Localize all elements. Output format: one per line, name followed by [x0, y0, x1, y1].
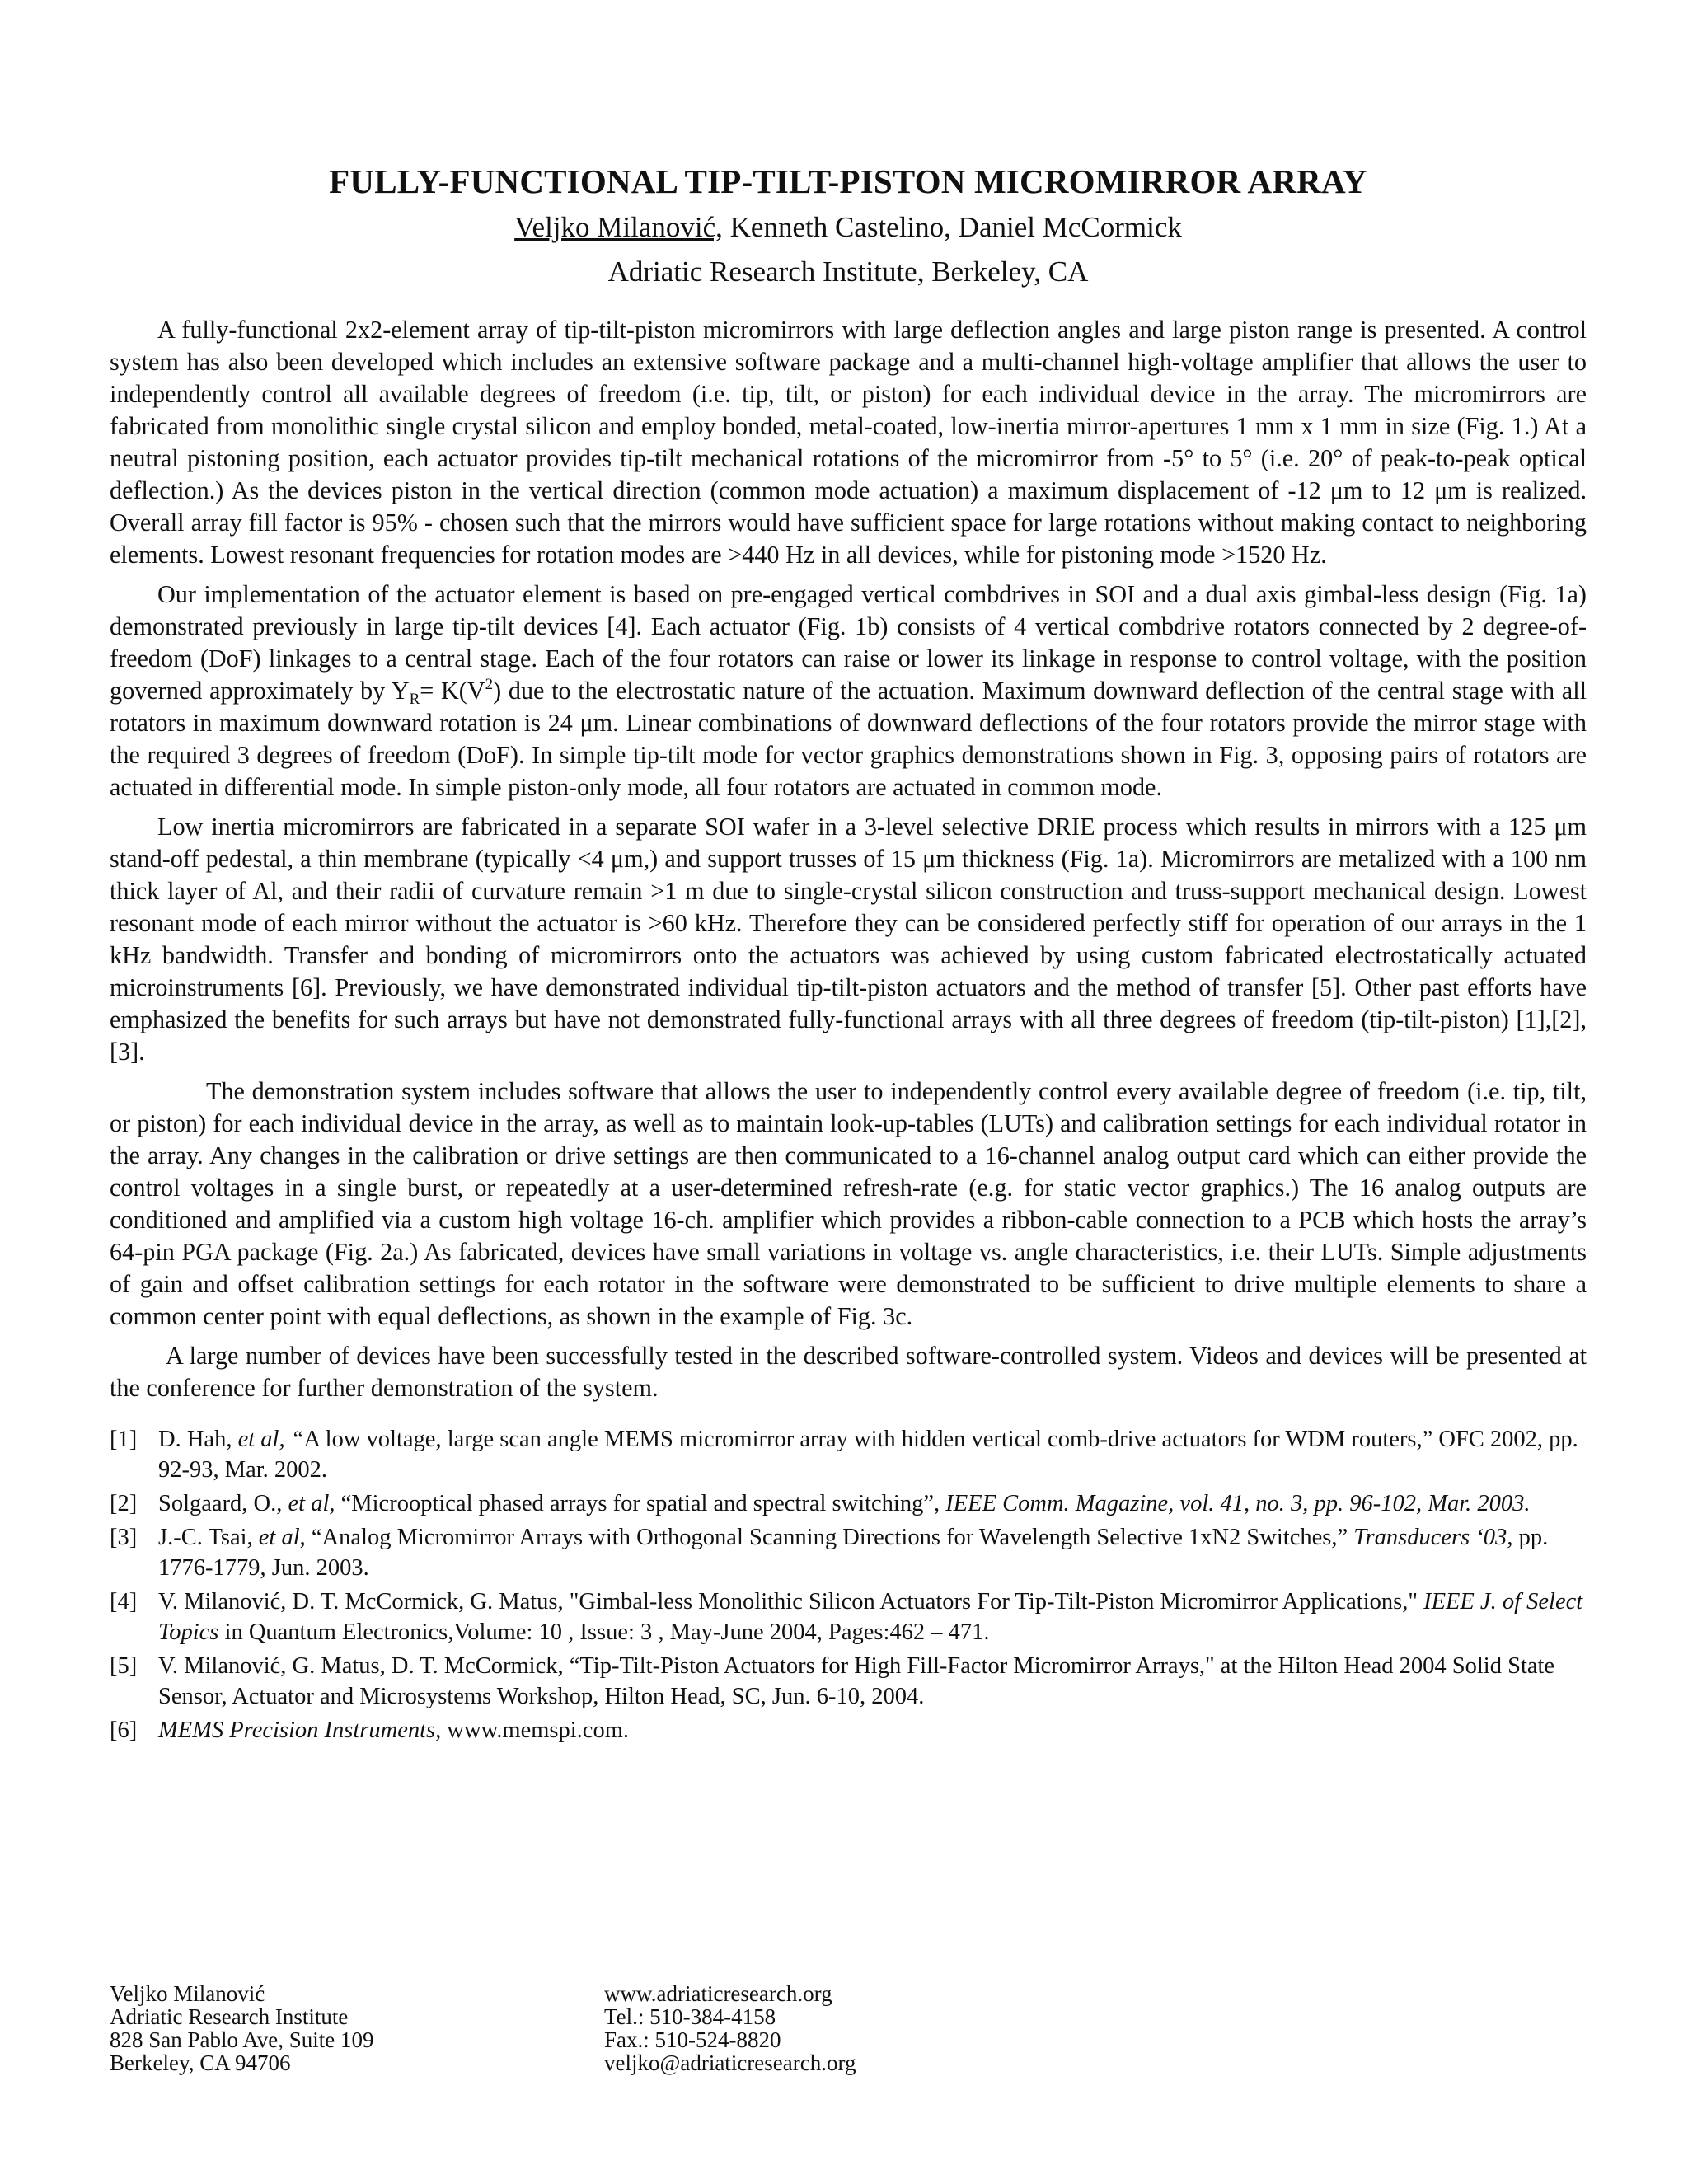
paragraph-2-text-b: = K(V: [420, 677, 485, 705]
reference-item: [110, 1424, 1587, 1485]
coauthors: Kenneth Castelino, Daniel McCormick: [729, 211, 1182, 243]
reference-number: [4]: [110, 1589, 138, 1615]
reference-italic: et al,: [288, 1491, 335, 1516]
paragraph-2: [110, 579, 1587, 804]
reference-item: [110, 1522, 1587, 1583]
reference-italic: et al: [258, 1525, 300, 1550]
reference-text: , www.memspi.com.: [435, 1718, 629, 1743]
reference-item: [110, 1651, 1587, 1712]
subscript-r: R: [409, 691, 420, 708]
reference-text: J.-C. Tsai,: [158, 1525, 259, 1550]
reference-number: [1]: [110, 1427, 138, 1452]
reference-item: [110, 1488, 1587, 1519]
footer-address-block: [110, 1982, 374, 2074]
paper-page: [110, 161, 1587, 1749]
reference-text: A low voltage, large scan angle MEMS micromirror array with hidden vertical comb-drive actuators for WDM routers,” OFC 2002, pp. 92-93, Mar. 2002.: [158, 1427, 1578, 1483]
reference-number: [2]: [110, 1491, 138, 1516]
footer-contact-block: [604, 1982, 856, 2074]
reference-number: [3]: [110, 1525, 138, 1550]
reference-text: Solgaard, O.,: [158, 1491, 288, 1516]
author-line: [110, 209, 1587, 246]
reference-text: , pp. 1776-1779, Jun. 2003.: [158, 1525, 1549, 1581]
paper-title: FULLY-FUNCTIONAL TIP-TILT-PISTON MICROMIRROR ARRAY: [329, 162, 1367, 200]
reference-italic: et al, “: [237, 1427, 304, 1452]
reference-text: V. Milanović, G. Matus, D. T. McCormick, “Tip-Tilt-Piston Actuators for High Fill-Factor Micromirror Arrays," at the Hilton Head 2004 Solid State Sensor, Actuator and Microsystems Workshop, Hilton Head, SC, Jun. 6-10, 2004.: [158, 1653, 1555, 1709]
reference-text: V. Milanović, D. T. McCormick, G. Matus, "Gimbal-less Monolithic Silicon Actuators For Tip-Tilt-Piston Micromirror Applications,": [158, 1589, 1424, 1615]
footer-name: Veljko Milanović: [110, 1981, 265, 2006]
reference-item: [110, 1586, 1587, 1647]
reference-number: [6]: [110, 1718, 138, 1743]
footer-email: veljko@adriaticresearch.org: [604, 2050, 856, 2075]
abstract-body: [110, 314, 1587, 1404]
footer-phone: Tel.: 510-384-4158: [604, 2004, 776, 2029]
reference-text: , “Analog Micromirror Arrays with Orthogonal Scanning Directions for Wavelength Selective 1xN2 Switches,”: [299, 1525, 1354, 1550]
presenting-author: Veljko Milanović,: [514, 211, 723, 243]
paragraph-1: A fully-functional 2x2-element array of tip-tilt-piston micromirrors with large deflection angles and large piston range is presented. A control system has also been developed which includes an extensive software package and a multi-channel high-voltage amplifier that allows the user to independently control all available degrees of freedom (i.e. tip, tilt, or piston) for each individual device in the array. The micromirrors are fabricated from monolithic single crystal silicon and employ bonded, metal-coated, low-inertia mirror-apertures 1 mm x 1 mm in size (Fig. 1.) At a neutral pistoning position, each actuator provides tip-tilt mechanical rotations of the micromirror from -5° to 5° (i.e. 20° of peak-to-peak optical deflection.) As the devices piston in the vertical direction (common mode actuation) a maximum displacement of -12 μm to 12 μm is realized. Overall array fill factor is 95% - chosen such that the mirrors would have sufficient space for large rotations without making contact to neighboring elements. Lowest resonant frequencies for rotation modes are >440 Hz in all devices, while for pistoning mode >1520 Hz.: [110, 316, 1587, 569]
paragraph-4: The demonstration system includes software that allows the user to independently control every available degree of freedom (i.e. tip, tilt, or piston) for each individual device in the array, as well as to maintain look-up-tables (LUTs) and calibration settings for each individual rotator in the array. Any changes in the calibration or drive settings are then communicated to a 16-channel analog output card which can either provide the control voltages in a single burst, or repeatedly at a user-determined refresh-rate (e.g. for static vector graphics.) The 16 analog outputs are conditioned and amplified via a custom high voltage 16-ch. amplifier which provides a ribbon-cable connection to a PCB which hosts the array’s 64-pin PGA package (Fig. 2a.) As fabricated, devices have small variations in voltage vs. angle characteristics, i.e. their LUTs. Simple adjustments of gain and offset calibration settings for each rotator in the software were demonstrated to be sufficient to drive multiple elements to share a common center point with equal deflections, as shown in the example of Fig. 3c.: [110, 1077, 1587, 1330]
reference-list: [110, 1424, 1587, 1746]
reference-item: [110, 1715, 1587, 1746]
reference-number: [5]: [110, 1653, 138, 1679]
affiliation: Adriatic Research Institute, Berkeley, CA: [607, 255, 1089, 288]
superscript-2: 2: [485, 676, 494, 693]
footer-institute: Adriatic Research Institute: [110, 2004, 349, 2029]
footer-street: 828 San Pablo Ave, Suite 109: [110, 2027, 374, 2052]
paragraph-5: A large number of devices have been successfully tested in the described software-controlled system. Videos and devices will be presented at the conference for further demonstration of the system.: [110, 1342, 1587, 1402]
reference-text: “Microoptical phased arrays for spatial and spectral switching”,: [335, 1491, 946, 1516]
footer-fax: Fax.: 510-524-8820: [604, 2027, 781, 2052]
reference-text: D. Hah,: [158, 1427, 238, 1452]
reference-italic: Transducers ‘03: [1353, 1525, 1507, 1550]
footer-website: www.adriaticresearch.org: [604, 1981, 832, 2006]
paragraph-2-text-c: ) due to the electrostatic nature of the actuation. Maximum downward deflection of the central stage with all rotators in maximum downward rotation is 24 μm. Linear combinations of downward deflections of the four rotators provide the mirror stage with the required 3 degrees of freedom (DoF). In simple tip-tilt mode for vector graphics demonstrations shown in Fig. 3, opposing pairs of rotators are actuated in differential mode. In simple piston-only mode, all four rotators are actuated in common mode.: [110, 677, 1587, 801]
paragraph-3: Low inertia micromirrors are fabricated in a separate SOI wafer in a 3-level selective DRIE process which results in mirrors with a 125 μm stand-off pedestal, a thin membrane (typically <4 μm,) and support trusses of 15 μm thickness (Fig. 1a). Micromirrors are metalized with a 100 nm thick layer of Al, and their radii of curvature remain >1 m due to single-crystal silicon construction and truss-support mechanical design. Lowest resonant mode of each mirror without the actuator is >60 kHz. Therefore they can be considered perfectly stiff for operation of our arrays in the 1 kHz bandwidth. Transfer and bonding of micromirrors onto the actuators was achieved by using custom fabricated electrostatically actuated microinstruments [6]. Previously, we have demonstrated individual tip-tilt-piston actuators and the method of transfer [5]. Other past efforts have emphasized the benefits for such arrays but have not demonstrated fully-functional arrays with all three degrees of freedom (tip-tilt-piston) [1],[2],[3].: [110, 813, 1587, 1066]
paragraph-2-text-a: Our implementation of the actuator element is based on pre-engaged vertical combdrives in SOI and a dual axis gimbal-less design (Fig. 1a) demonstrated previously in large tip-tilt devices [4]. Each actuator (Fig. 1b) consists of 4 vertical combdrive rotators connected by 2 degree-of-freedom (DoF) linkages to a central stage. Each of the four rotators can raise or lower its linkage in response to control voltage, with the position governed approximately by Y: [110, 580, 1587, 705]
reference-italic: IEEE Comm. Magazine, vol. 41, no. 3, pp. 96-102, Mar. 2003.: [945, 1491, 1531, 1516]
reference-italic: MEMS Precision Instruments: [158, 1718, 436, 1743]
reference-text: in Quantum Electronics,Volume: 10 , Issue: 3 , May-June 2004, Pages:462 – 471.: [218, 1619, 990, 1645]
reference-italic: IEEE J. of Select Topics: [158, 1589, 1583, 1645]
footer-city: Berkeley, CA 94706: [110, 2050, 291, 2075]
